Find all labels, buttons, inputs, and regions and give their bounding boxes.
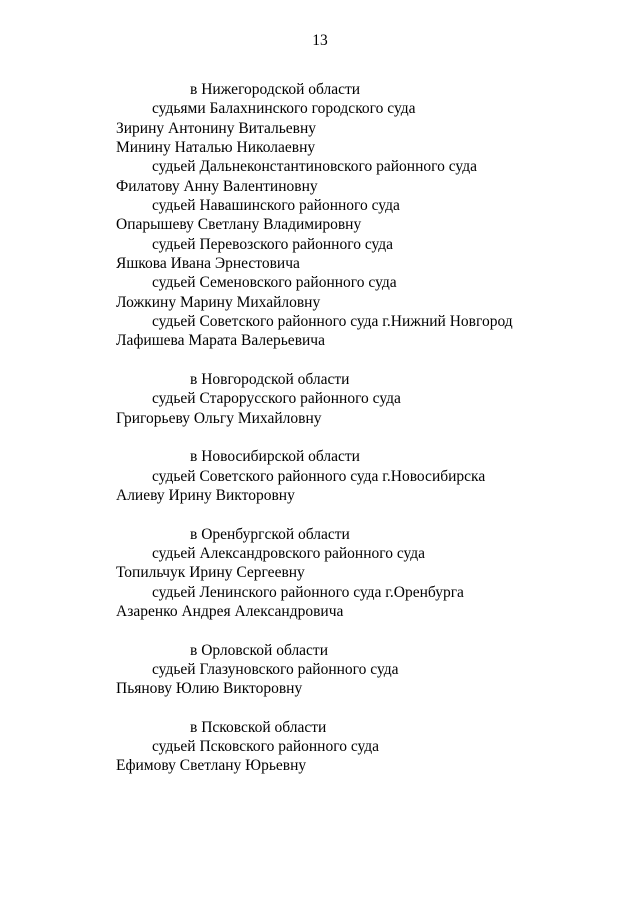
region-heading: в Псковской области	[190, 718, 327, 736]
document-body	[0, 80, 640, 776]
section-gap	[0, 699, 640, 718]
person-name: Минину Наталью Николаевну	[116, 138, 316, 156]
region-heading: в Оренбургской области	[190, 525, 350, 543]
section-gap	[0, 505, 640, 524]
region-section	[0, 641, 640, 699]
court-line: судьей Псковского районного суда	[152, 738, 380, 756]
person-name: Лафишева Марата Валерьевича	[116, 332, 325, 350]
region-section	[0, 525, 640, 622]
person-name: Топильчук Ирину Сергеевну	[116, 564, 305, 582]
court-line: судьей Старорусского районного суда	[152, 390, 401, 408]
person-name: Азаренко Андрея Александровича	[116, 602, 344, 620]
section-gap	[0, 428, 640, 447]
court-line: судьей Ленинского районного суда г.Оренбурга	[152, 583, 464, 601]
region-section	[0, 370, 640, 428]
region-heading: в Новгородской области	[190, 370, 350, 388]
region-section	[0, 447, 640, 505]
person-name: Филатову Анну Валентиновну	[116, 177, 318, 195]
section-gap	[0, 351, 640, 370]
court-line: судьей Семеновского районного суда	[152, 274, 397, 292]
person-name: Ефимову Светлану Юрьевну	[116, 757, 307, 775]
court-line: судьей Советского районного суда г.Нижний Новгород	[152, 312, 513, 330]
region-section	[0, 80, 640, 351]
region-heading: в Новосибирской области	[190, 448, 360, 466]
court-line: судьей Перевозского районного суда	[152, 235, 394, 253]
region-heading: в Нижегородской области	[190, 81, 361, 98]
court-line: судьей Дальнеконстантиновского районного суда	[152, 158, 477, 176]
person-name: Григорьеву Ольгу Михайловну	[116, 409, 322, 427]
region-heading: в Орловской области	[190, 641, 329, 659]
page-number: 13	[312, 32, 328, 49]
person-name: Яшкова Ивана Эрнестовича	[116, 254, 300, 272]
region-section	[0, 718, 640, 776]
court-line: судьей Глазуновского районного суда	[152, 660, 399, 678]
person-name: Ложкину Марину Михайловну	[116, 293, 321, 311]
court-line: судьей Советского районного суда г.Новосибирска	[152, 467, 486, 485]
court-line: судьями Балахнинского городского суда	[152, 100, 416, 118]
person-name: Зирину Антонину Витальевну	[116, 119, 317, 137]
section-gap	[0, 621, 640, 640]
court-line: судьей Александровского районного суда	[152, 544, 426, 562]
person-name: Пьянову Юлию Викторовну	[116, 680, 303, 698]
court-line: судьей Навашинского районного суда	[152, 196, 400, 214]
person-name: Опарышеву Светлану Владимировну	[116, 216, 362, 234]
person-name: Алиеву Ирину Викторовну	[116, 486, 295, 504]
